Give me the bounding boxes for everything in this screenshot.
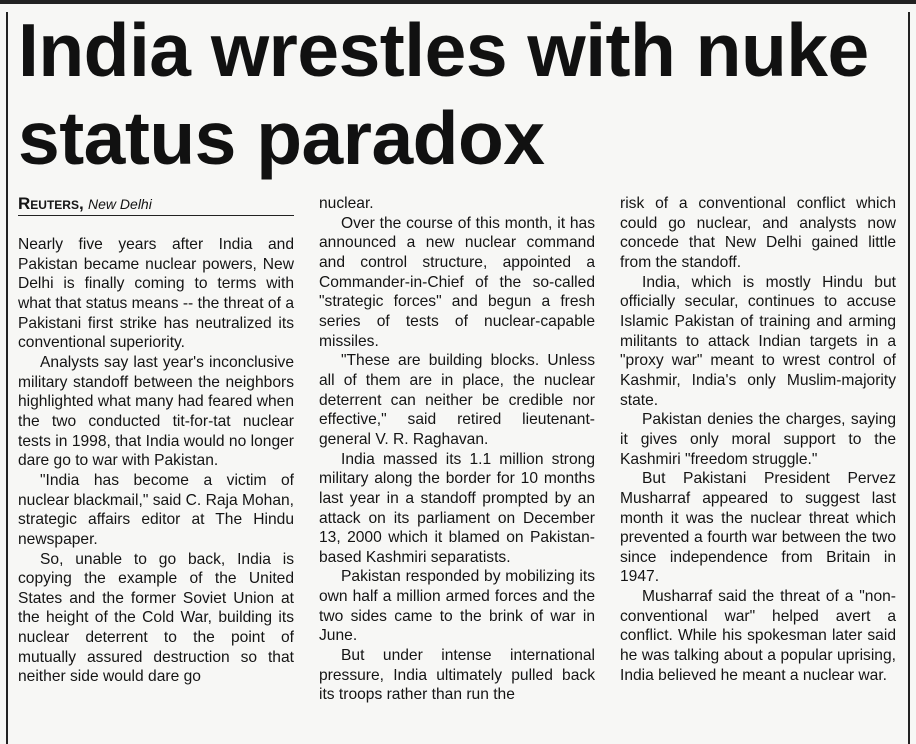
- right-column-rule: [908, 12, 910, 744]
- headline: India wrestles with nuke status paradox: [18, 8, 869, 180]
- paragraph-continued: nuclear.: [319, 195, 374, 212]
- byline: [18, 194, 294, 216]
- byline-location: New Delhi: [88, 196, 152, 212]
- paragraph: "India has become a victim of nuclear blackmail," said C. Raja Mohan, strategic affairs editor at The Hindu newspaper.: [18, 471, 294, 548]
- article-column-3: [620, 194, 896, 685]
- paragraph: Analysts say last year's inconclusive military standoff between the neighbors highlighted what many had feared when the two conducted tit-for-tat nuclear tests in 1998, that India would no longer dare go to war with Pakistan.: [18, 353, 294, 470]
- paragraph: Nearly five years after India and Pakistan became nuclear powers, New Delhi is finally coming to terms with what that status means -- the threat of a Pakistani first strike has neutralized its conventional superiority.: [18, 236, 294, 352]
- article-column-2: [319, 194, 595, 705]
- byline-agency: Reuters,: [18, 194, 84, 213]
- paragraph: Musharraf said the threat of a "non-conventional war" helped avert a conflict. While his spokesman later said he was talking about a popular uprising, India believed he meant a nuclear war.: [620, 588, 896, 684]
- paragraph: Over the course of this month, it has announced a new nuclear command and control structure, appointed a Commander-in-Chief of the so-called "strategic forces" and begun a fresh series of tests of nuclear-capable missiles.: [319, 214, 595, 350]
- left-column-rule: [6, 12, 8, 744]
- paragraph: Pakistan responded by mobilizing its own half a million armed forces and the two sides came to the brink of war in June.: [319, 568, 595, 645]
- paragraph: Pakistan denies the charges, saying it gives only moral support to the Kashmiri "freedom struggle.": [620, 411, 896, 468]
- paragraph: But Pakistani President Pervez Musharraf appeared to suggest last month it was the nuclear threat which prevented a fourth war between the two since independence from Britain in 1947.: [620, 470, 896, 586]
- top-rule: [0, 0, 916, 4]
- paragraph: India massed its 1.1 million strong military along the border for 10 months last year in a standoff prompted by an attack on its parliament on December 13, 2000 which it blamed on Pakistan-based Kashmiri separatists.: [319, 450, 595, 566]
- article-column-1: [18, 194, 294, 687]
- paragraph: But under intense international pressure, India ultimately pulled back its troops rather than run the: [319, 647, 595, 704]
- paragraph-continued: risk of a conventional conflict which could go nuclear, and analysts now concede that New Delhi gained little from the standoff.: [620, 195, 896, 271]
- paragraph: So, unable to go back, India is copying the example of the United States and the former Soviet Union at the height of the Cold War, building its nuclear deterrent to the point of mutually assured destruction so that neither side would dare go: [18, 550, 294, 686]
- paragraph: "These are building blocks. Unless all of them are in place, the nuclear deterrent can neither be credible nor effective," said retired lieutenant-general V. R. Raghavan.: [319, 352, 595, 448]
- paragraph: India, which is mostly Hindu but officially secular, continues to accuse Islamic Pakistan of training and arming militants to attack Indian targets in a "proxy war" meant to wrest control of Kashmir, India's only Muslim-majority state.: [620, 273, 896, 409]
